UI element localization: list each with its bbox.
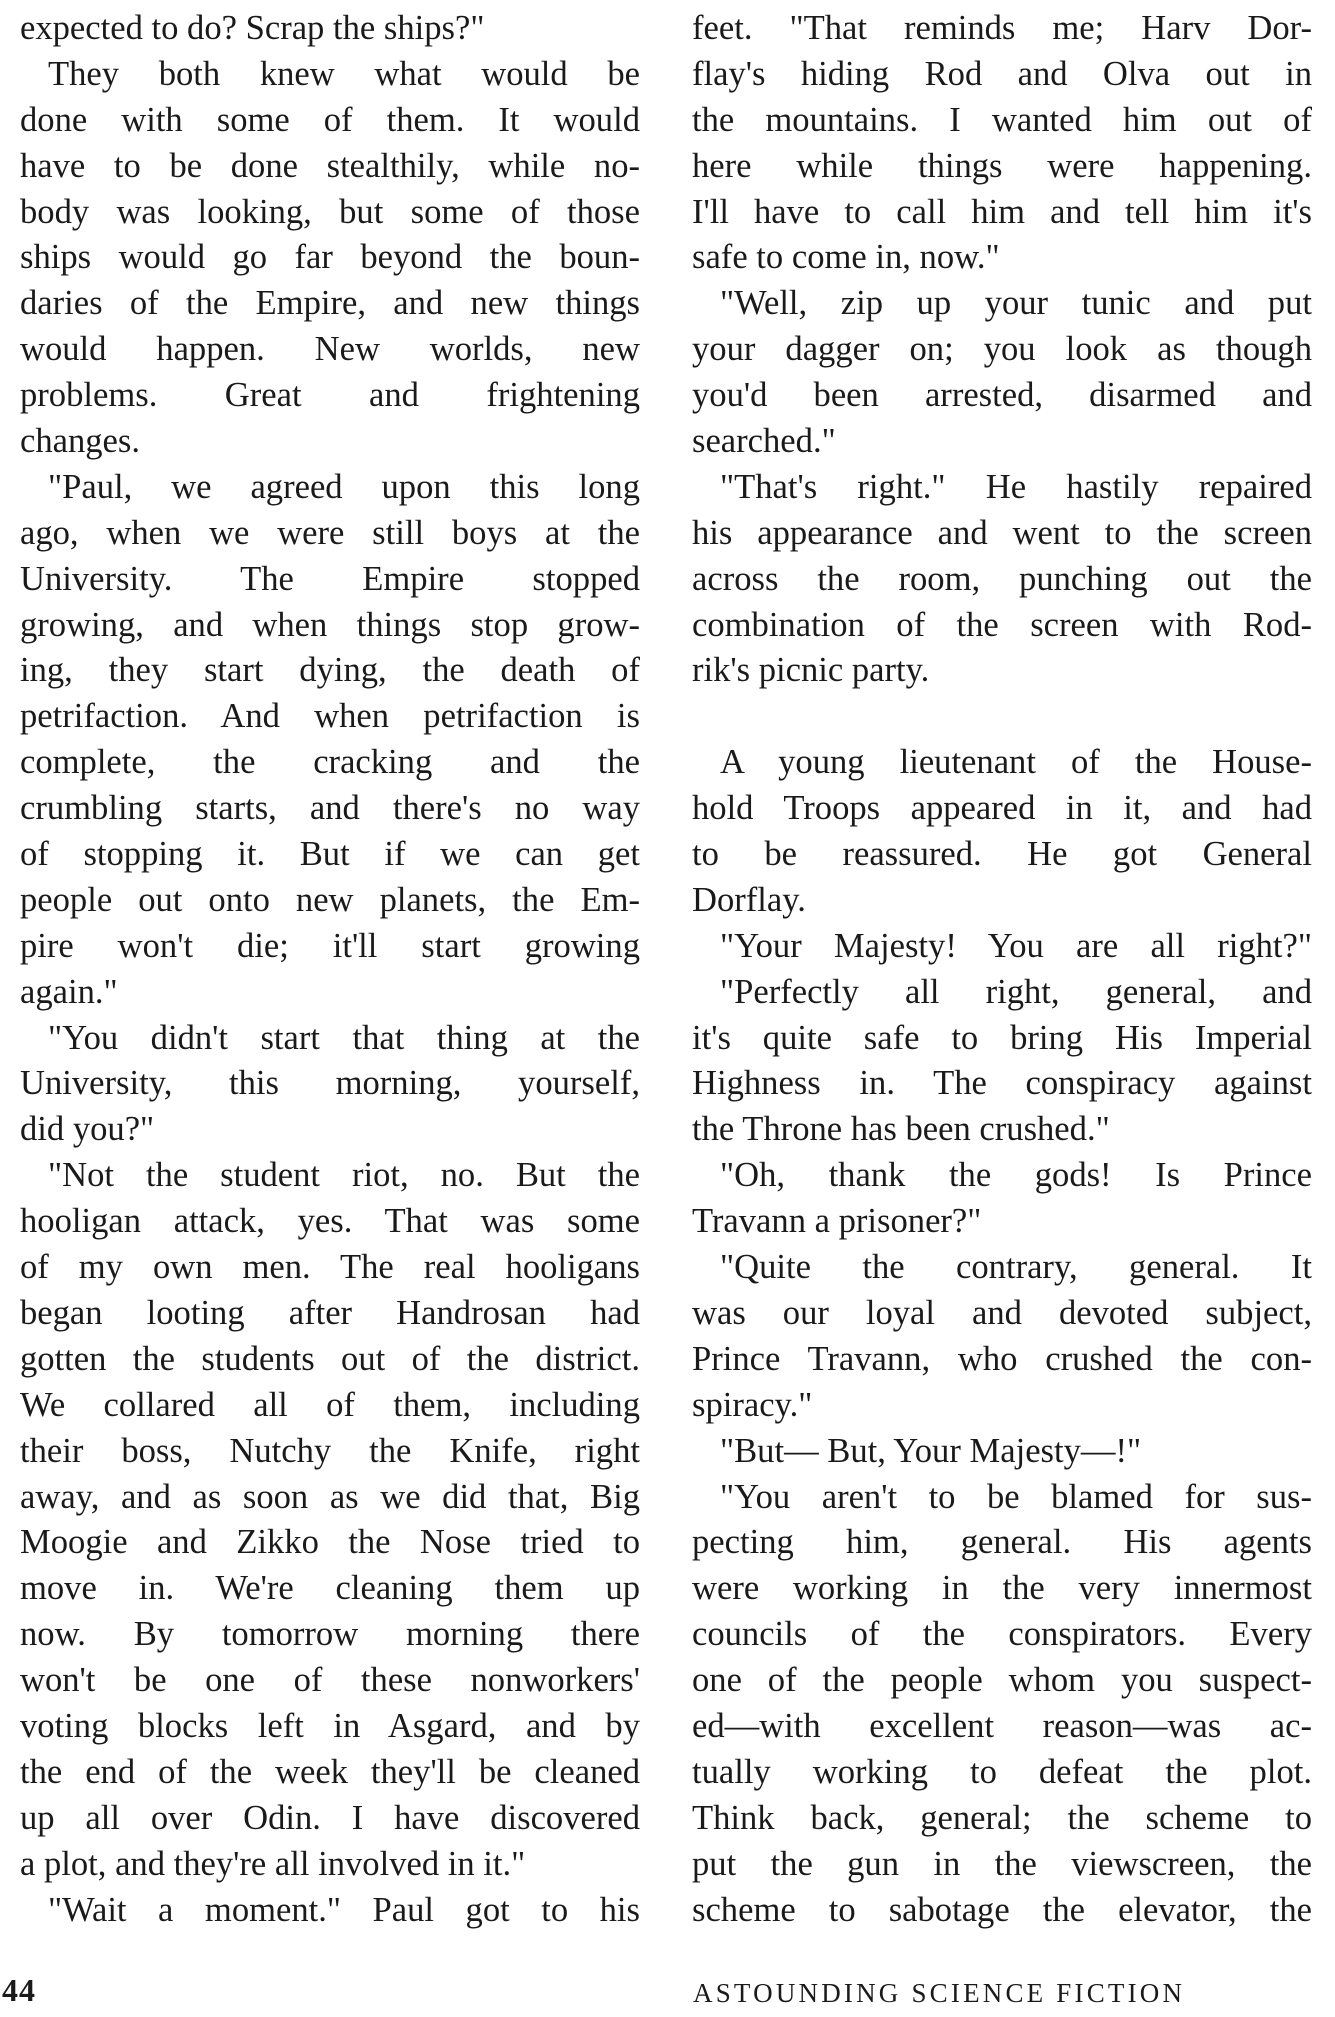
text-line: growing, and when things stop grow- [20,605,640,644]
text-line: expected to do? Scrap the ships?" [20,9,485,47]
text-line: voting blocks left in Asgard, and by [20,1706,640,1745]
text-line: Think back, general; the scheme to [692,1798,1312,1837]
text-line: "Your Majesty! You are all right?" [720,926,1312,965]
text-line: safe to come in, now." [692,238,1000,277]
text-line: began looting after Handrosan had [20,1293,640,1332]
text-line: again." [20,972,118,1011]
text-line: combination of the screen with Rod- [692,605,1312,644]
text-line: "Not the student riot, no. But the [48,1156,640,1195]
text-line: scheme to sabotage the elevator, the [692,1890,1312,1929]
text-line: the Throne has been crushed." [692,1110,1110,1149]
text-line: won't be one of these nonworkers' [20,1661,640,1700]
text-line: was our loyal and devoted subject, [692,1293,1312,1332]
text-line: up all over Odin. I have discovered [20,1798,640,1837]
text-line: now. By tomorrow morning there [20,1615,640,1654]
text-line: ships would go far beyond the boun- [20,238,640,277]
text-line: feet. "That reminds me; Harv Dor- [692,9,1312,47]
text-line: "But— But, Your Majesty—!" [720,1431,1142,1470]
text-line: people out onto new planets, the Em- [20,880,640,919]
text-line: of my own men. The real hooligans [20,1248,640,1287]
text-line: "Wait a moment." Paul got to his [48,1890,640,1929]
running-footer: ASTOUNDING SCIENCE FICTION [693,1978,1186,2008]
text-line: away, and as soon as we did that, Big [20,1477,640,1516]
text-line: a plot, and they're all involved in it." [20,1844,526,1883]
text-line: rik's picnic party. [692,651,930,690]
text-line: here while things were happening. [692,146,1312,185]
text-line: Prince Travann, who crushed the con- [692,1339,1312,1378]
text-line: "Oh, thank the gods! Is Prince [720,1156,1312,1195]
text-line: have to be done stealthily, while no- [20,146,640,185]
page-number: 44 [2,1972,36,2008]
text-line: spiracy." [692,1385,813,1424]
text-line: ing, they start dying, the death of [20,651,640,690]
text-line: the mountains. I wanted him out of [692,100,1312,139]
text-line: body was looking, but some of those [20,192,640,231]
text-line: daries of the Empire, and new things [20,284,640,323]
text-line: Dorflay. [692,880,806,919]
text-line: "Quite the contrary, general. It [720,1248,1312,1287]
text-line: of stopping it. But if we can get [20,835,640,874]
text-line: did you?" [20,1110,155,1149]
text-line: "That's right." He hastily repaired [720,467,1312,506]
text-line: were working in the very innermost [692,1569,1312,1608]
text-line: your dagger on; you look as though [692,330,1312,369]
text-line: "Well, zip up your tunic and put [720,284,1312,323]
text-line: "Perfectly all right, general, and [720,972,1312,1011]
text-line: searched." [692,422,836,461]
text-line: problems. Great and frightening [20,376,640,415]
text-line: pire won't die; it'll start growing [20,926,640,965]
text-column-right [692,6,1312,1933]
text-line: University. The Empire stopped [20,559,640,598]
text-line: ed—with excellent reason—was ac- [692,1706,1312,1745]
text-line: the end of the week they'll be cleaned [20,1752,640,1791]
text-line: hold Troops appeared in it, and had [692,789,1312,828]
text-line: their boss, Nutchy the Knife, right [20,1431,640,1470]
text-line: pecting him, general. His agents [692,1523,1312,1562]
text-line: to be reassured. He got General [692,835,1312,874]
text-line: petrifaction. And when petrifaction is [20,697,640,736]
text-line: it's quite safe to bring His Imperial [692,1018,1312,1057]
text-line: flay's hiding Rod and Olva out in [692,54,1312,93]
text-column-left [20,6,640,1933]
text-line: would happen. New worlds, new [20,330,640,369]
text-line: councils of the conspirators. Every [692,1615,1312,1654]
text-line: I'll have to call him and tell him it's [692,192,1312,231]
text-line: A young lieutenant of the House- [720,743,1312,782]
text-line: gotten the students out of the district. [20,1339,640,1378]
text-line: put the gun in the viewscreen, the [692,1844,1312,1883]
text-line: you'd been arrested, disarmed and [692,376,1312,415]
text-line: complete, the cracking and the [20,743,640,782]
text-line: one of the people whom you suspect- [692,1661,1312,1700]
text-line: across the room, punching out the [692,559,1312,598]
text-line: "Paul, we agreed upon this long [48,467,640,506]
text-line: Moogie and Zikko the Nose tried to [20,1523,640,1562]
text-line: tually working to defeat the plot. [692,1752,1312,1791]
text-line: his appearance and went to the screen [692,513,1312,552]
text-line: move in. We're cleaning them up [20,1569,640,1608]
text-line: crumbling starts, and there's no way [20,789,640,828]
text-line: ago, when we were still boys at the [20,513,640,552]
text-line: "You aren't to be blamed for sus- [720,1477,1312,1516]
text-line: Highness in. The conspiracy against [692,1064,1312,1103]
text-line: hooligan attack, yes. That was some [20,1202,640,1241]
text-line: Travann a prisoner?" [692,1202,982,1241]
text-line: University, this morning, yourself, [20,1064,640,1103]
text-line: We collared all of them, including [20,1385,640,1424]
text-line: "You didn't start that thing at the [48,1018,640,1057]
text-line: changes. [20,422,141,461]
text-line: done with some of them. It would [20,100,640,139]
text-line: They both knew what would be [48,54,640,93]
